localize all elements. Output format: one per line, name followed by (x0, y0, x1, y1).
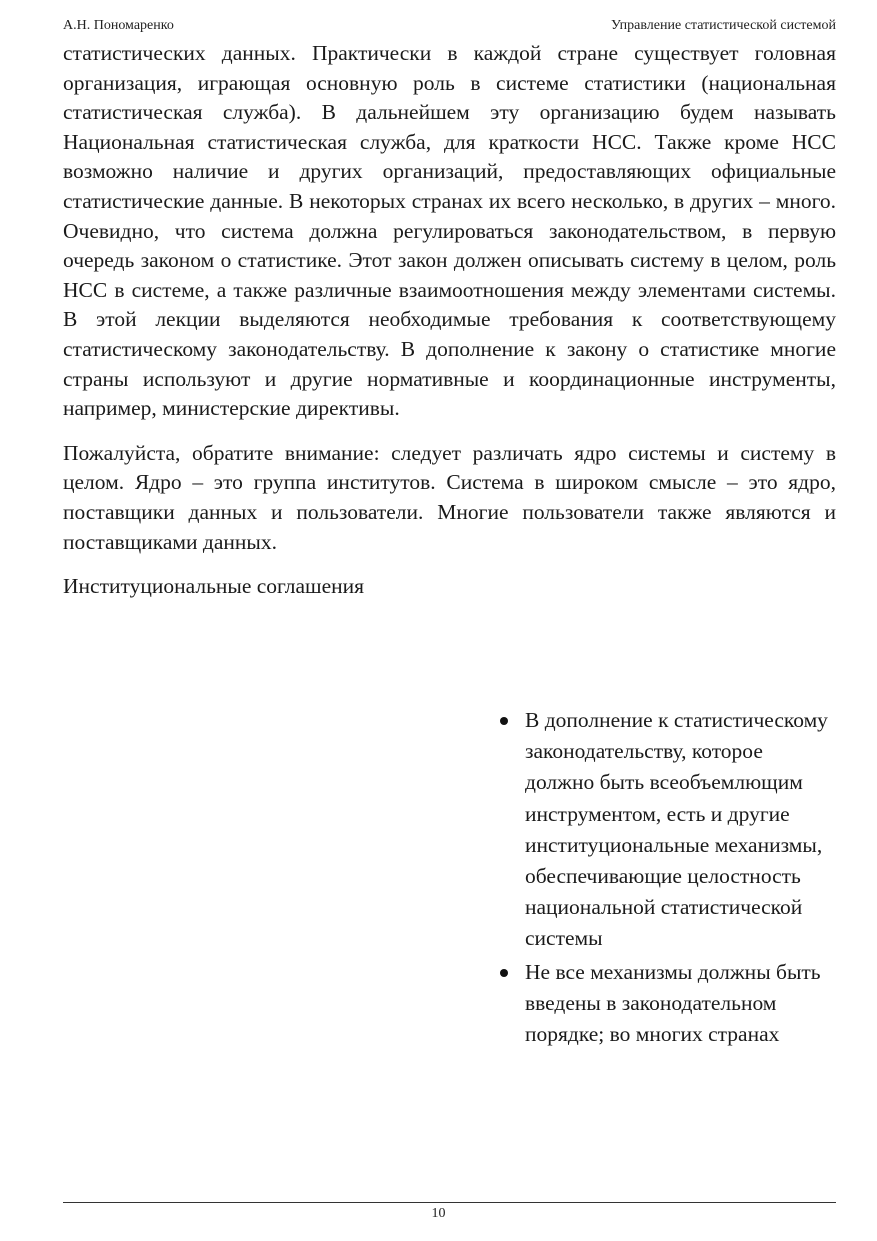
body-text (63, 39, 836, 602)
bullet-item (497, 957, 837, 1051)
bullet-icon (500, 969, 508, 977)
bullet-text: В дополнение к статистическому законодательству, которое должно быть всеобъемлющим инструментом, есть и другие институциональные механизмы, обеспечивающие целостность национальной статистической системы (525, 708, 828, 951)
header-title: Управление статистической системой (610, 18, 836, 33)
bullet-list (497, 705, 837, 1052)
paragraph-2: Пожалуйста, обратите внимание: следует различать ядро системы и систему в целом. Ядро – это группа институтов. Система в широком смысле – это ядро, поставщики данных и пользователи. Многие пользователи также являются и поставщиками данных. (63, 440, 836, 554)
section-subheading: Институциональные соглашения (63, 574, 365, 599)
header-author: А.Н. Пономаренко (63, 18, 174, 33)
footer-divider (63, 1202, 836, 1203)
running-header (63, 16, 836, 36)
bullet-item (497, 705, 837, 955)
paragraph-1: статистических данных. Практически в каждой стране существует головная организация, играющая основную роль в системе статистики (национальная статистическая служба). В дальнейшем эту организацию будем называть Национальная статистическая служба, для краткости НСС. Также кроме НСС возможно наличие и других организаций, предоставляющих официальные статистические данные. В некоторых странах их всего несколько, в других – много. Очевидно, что система должна регулироваться законодательством, в первую очередь законом о статистике. Этот закон должен описывать систему в целом, роль НСС в системе, а также различные взаимоотношения между элементами системы. В этой лекции выделяются необходимые требования к соответствующему статистическому законодательству. В дополнение к закону о статистике многие страны используют и другие нормативные и координационные инструменты, например, министерские директивы. (63, 41, 836, 421)
page-number: 10 (431, 1206, 446, 1221)
bullet-text: Не все механизмы должны быть введены в законодательном порядке; во многих странах (525, 959, 821, 1047)
bullet-icon (500, 717, 508, 725)
